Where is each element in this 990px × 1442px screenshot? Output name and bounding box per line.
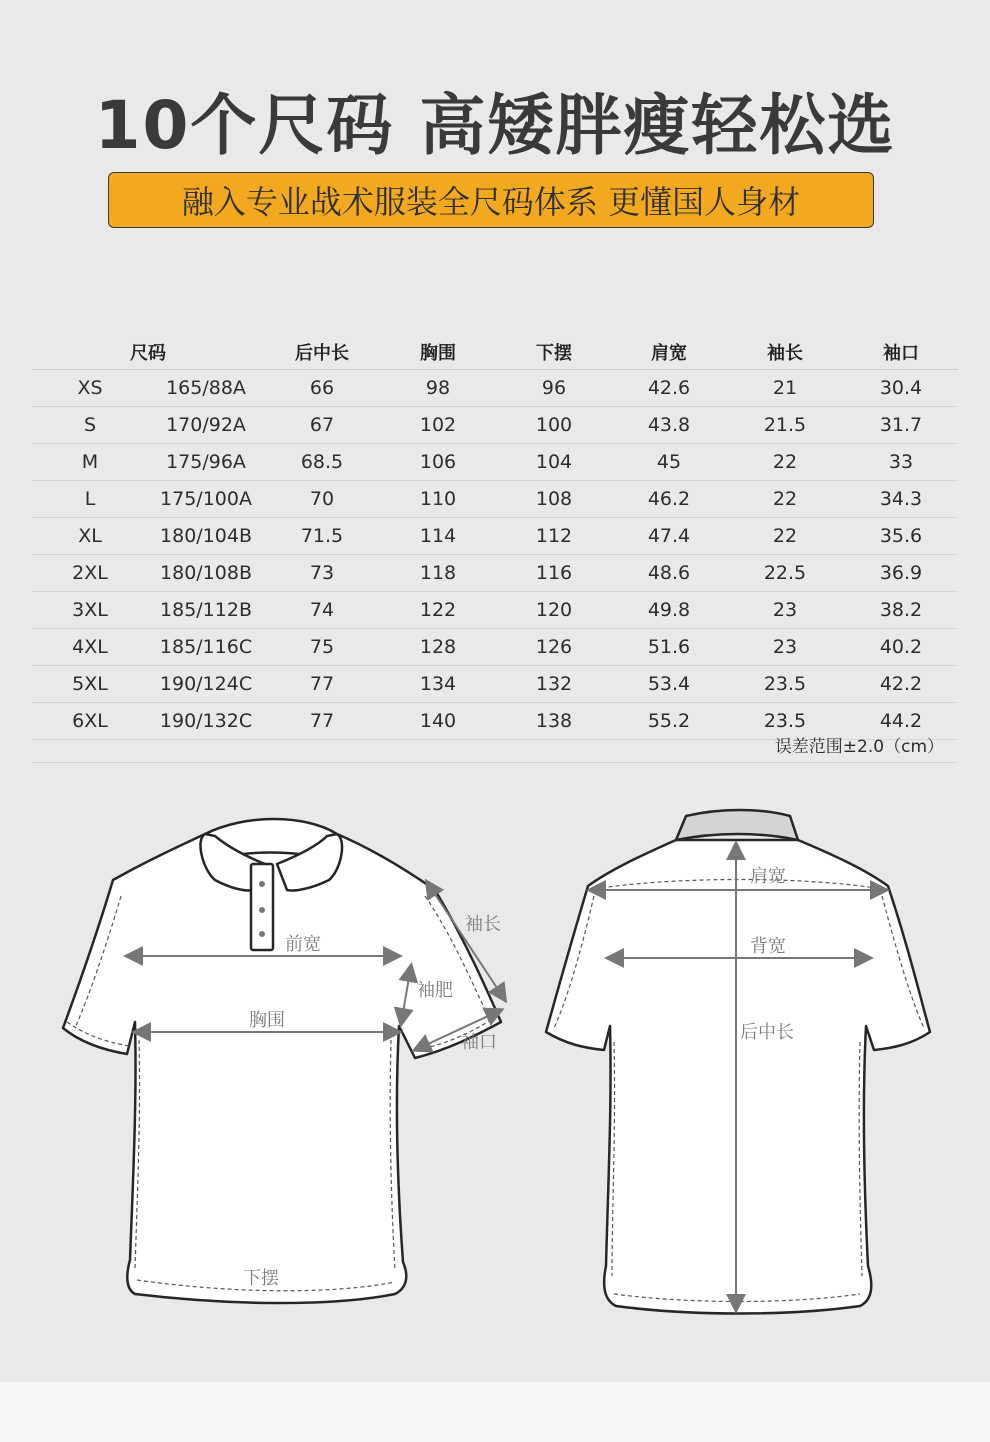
header-cell: 肩宽 [651,342,687,364]
table-row [32,407,958,444]
table-cell: 21 [772,377,798,399]
table-cell: 71.5 [300,525,344,547]
cuff-label: 袖口 [461,1032,497,1053]
sleeve-width-label: 袖肥 [417,980,453,1001]
table-cell: 118 [419,562,457,584]
table-cell: 22 [772,451,798,473]
table-cell: 175/100A [160,488,252,510]
table-cell: 44.2 [879,710,923,732]
header-cell: 下摆 [536,342,572,364]
table-cell: 33 [888,451,914,473]
table-cell: 5XL [72,673,108,695]
table-cell: 128 [419,636,457,658]
table-cell: 106 [419,451,457,473]
table-cell: 126 [535,636,573,658]
table-cell: 140 [419,710,457,732]
table-cell: 70 [309,488,335,510]
table-cell: 73 [309,562,335,584]
table-cell: 120 [535,599,573,621]
table-cell: XL [78,525,102,547]
table-cell: 45 [656,451,682,473]
header-cell: 尺码 [130,342,166,364]
tolerance-row [32,726,958,763]
table-row [32,555,958,592]
table-cell: M [81,451,99,473]
table-cell: 23 [772,636,798,658]
back-width-label: 背宽 [750,936,786,957]
table-cell: 4XL [72,636,108,658]
table-cell: 75 [309,636,335,658]
table-cell: 74 [309,599,335,621]
table-cell: 31.7 [879,414,923,436]
table-cell: 110 [419,488,457,510]
table-row [32,518,958,555]
table-cell: 67 [309,414,335,436]
table-row [32,592,958,629]
table-cell: 22 [772,488,798,510]
table-row [32,370,958,407]
table-cell: 104 [535,451,573,473]
table-cell: 55.2 [647,710,691,732]
front-shirt-outline [63,834,501,1303]
table-cell: 34.3 [879,488,923,510]
front-width-label: 前宽 [285,934,321,955]
table-cell: 51.6 [647,636,691,658]
table-cell: 96 [541,377,567,399]
headline: 10个尺码 高矮胖瘦轻松选 [94,87,896,164]
table-cell: 23.5 [763,710,807,732]
table-cell: 77 [309,710,335,732]
table-cell: 102 [419,414,457,436]
header-cell: 后中长 [295,342,349,364]
table-row [32,629,958,666]
table-cell: 46.2 [647,488,691,510]
table-cell: 53.4 [647,673,691,695]
table-cell: 3XL [72,599,108,621]
table-row [32,481,958,518]
size-table [32,334,958,740]
table-cell: 100 [535,414,573,436]
table-cell: 77 [309,673,335,695]
table-cell: 66 [309,377,335,399]
table-cell: 132 [535,673,573,695]
back-shirt-diagram [540,806,940,1316]
table-cell: 22.5 [763,562,807,584]
sleeve-length-label: 袖长 [465,914,501,935]
chest-label: 胸围 [249,1010,285,1031]
table-cell: 30.4 [879,377,923,399]
table-row [32,444,958,481]
table-cell: 47.4 [647,525,691,547]
table-cell: L [84,488,96,510]
table-cell: 68.5 [300,451,344,473]
table-cell: 190/132C [159,710,253,732]
table-cell: 108 [535,488,573,510]
table-cell: 42.6 [647,377,691,399]
table-cell: 122 [419,599,457,621]
table-cell: 190/124C [159,673,253,695]
table-cell: 21.5 [763,414,807,436]
table-cell: 175/96A [166,451,246,473]
table-cell: 114 [419,525,457,547]
table-cell: 185/112B [160,599,252,621]
table-cell: 138 [535,710,573,732]
table-cell: 2XL [72,562,108,584]
tolerance-note: 误差范围±2.0（cm） [774,736,944,757]
table-cell: 6XL [72,710,108,732]
back-shirt-outline [546,840,930,1314]
header-cell: 袖口 [883,342,919,364]
table-cell: 116 [535,562,573,584]
table-cell: 134 [419,673,457,695]
shoulder-width-label: 肩宽 [750,866,786,887]
subtitle-banner: 融入专业战术服装全尺码体系 更懂国人身材 [108,172,874,228]
back-length-label: 后中长 [740,1022,794,1043]
table-cell: 180/108B [160,562,252,584]
table-cell: 180/104B [160,525,252,547]
table-cell: 22 [772,525,798,547]
front-shirt-diagram [55,800,515,1320]
table-cell: 165/88A [166,377,246,399]
table-cell: 43.8 [647,414,691,436]
table-cell: 36.9 [879,562,923,584]
table-cell: 38.2 [879,599,923,621]
table-cell: 49.8 [647,599,691,621]
header-cell: 胸围 [420,342,456,364]
table-cell: 40.2 [879,636,923,658]
table-cell: 48.6 [647,562,691,584]
table-cell: 185/116C [159,636,253,658]
back-collar [676,810,798,840]
hem-label: 下摆 [243,1268,279,1289]
table-cell: 23 [772,599,798,621]
table-header [32,334,958,370]
header-cell: 袖长 [767,342,803,364]
table-cell: 112 [535,525,573,547]
table-cell: 35.6 [879,525,923,547]
table-cell: 98 [425,377,451,399]
table-cell: XS [77,377,103,399]
table-cell: S [83,414,97,436]
table-cell: 23.5 [763,673,807,695]
table-cell: 42.2 [879,673,923,695]
table-row [32,666,958,703]
table-cell: 170/92A [166,414,246,436]
